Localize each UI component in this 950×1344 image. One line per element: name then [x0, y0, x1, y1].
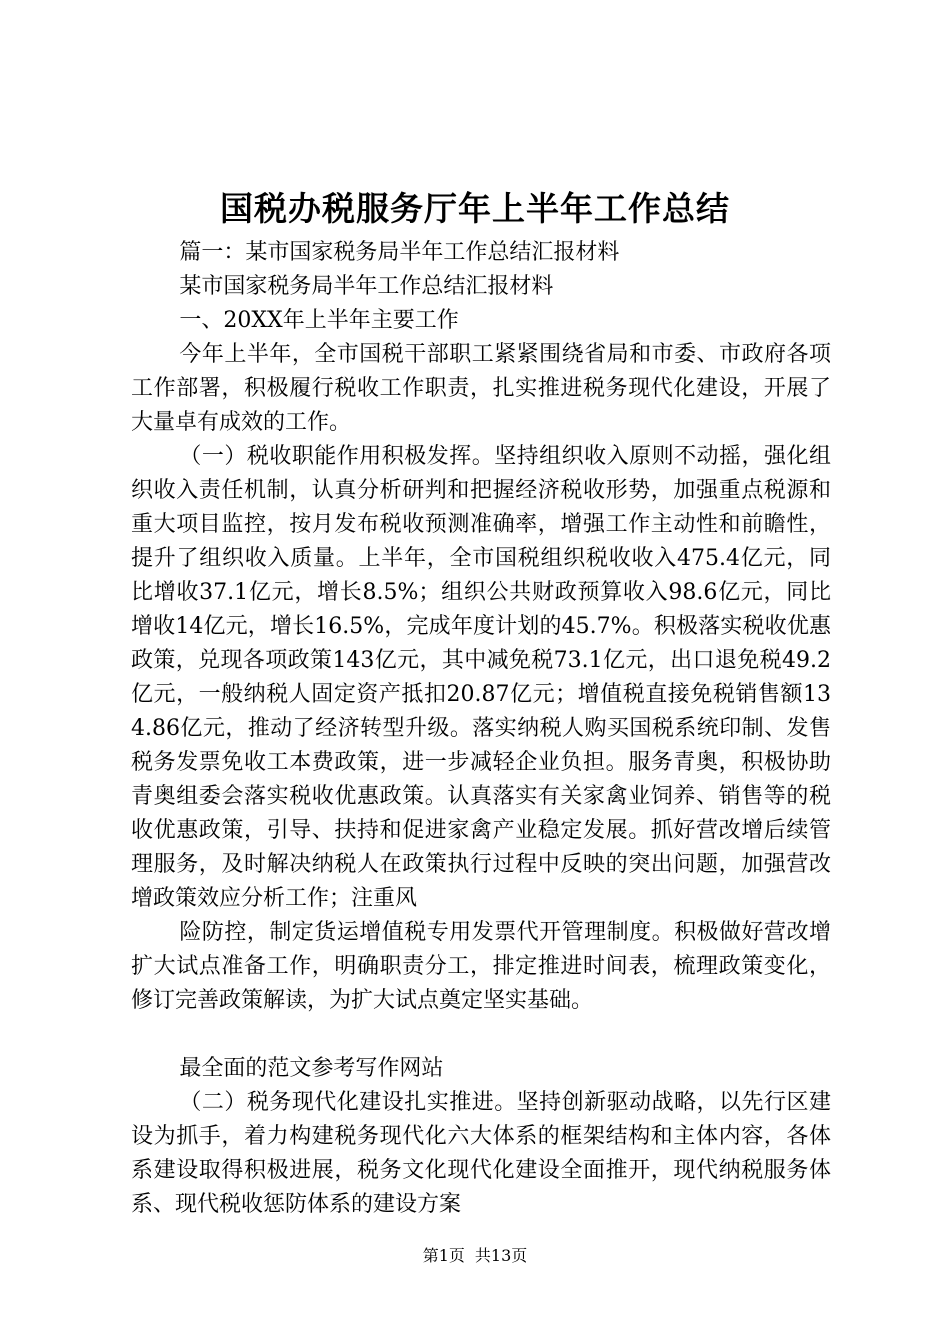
- paragraph-gap: [131, 1018, 831, 1052]
- document-body: [131, 236, 831, 1222]
- paragraph-subtitle: 某市国家税务局半年工作总结汇报材料: [179, 274, 554, 299]
- page-number: 第1页: [422, 1246, 465, 1265]
- paragraph-heading-part1: 篇一：某市国家税务局半年工作总结汇报材料: [179, 240, 620, 265]
- paragraph-item-1-continued: 险防控，制定货运增值税专用发票代开管理制度。积极做好营改增扩大试点准备工作，明确职责分工，排定推进时间表，梳理政策变化，修订完善政策解读，为扩大试点奠定坚实基础。: [131, 920, 831, 1013]
- page-footer: [0, 1246, 950, 1266]
- paragraph-section-heading: 一、20XX年上半年主要工作: [179, 308, 459, 333]
- paragraph-item-2: （二）税务现代化建设扎实推进。坚持创新驱动战略，以先行区建设为抓手，着力构建税务现代化六大体系的框架结构和主体内容，各体系建设取得积极进展，税务文化现代化建设全面推开，现代纳税服务体系、现代税收惩防体系的建设方案: [131, 1090, 831, 1217]
- paragraph-watermark-line: 最全面的范文参考写作网站: [179, 1056, 444, 1081]
- document-title: 国税办税服务厅年上半年工作总结: [220, 189, 730, 228]
- paragraph-item-1: （一）税收职能作用积极发挥。坚持组织收入原则不动摇，强化组织收入责任机制，认真分析研判和把握经济税收形势，加强重点税源和重大项目监控，按月发布税收预测准确率，增强工作主动性和前瞻性，提升了组织收入质量。上半年，全市国税组织税收收入475.4亿元，同比增收37.1亿元，增长8.5%；组织公共财政预算收入98.6亿元，同比增收14亿元，增长16.5%，完成年度计划的45.7%。积极落实税收优惠政策，兑现各项政策143亿元，其中减免税73.1亿元，出口退免税49.2亿元，一般纳税人固定资产抵扣20.87亿元；增值税直接免税销售额134.86亿元，推动了经济转型升级。落实纳税人购买国税系统印制、发售税务发票免收工本费政策，进一步减轻企业负担。服务青奥，积极协助青奥组委会落实税收优惠政策。认真落实有关家禽业饲养、销售等的税收优惠政策，引导、扶持和促进家禽产业稳定发展。抓好营改增后续管理服务，及时解决纳税人在政策执行过程中反映的突出问题，加强营改增政策效应分析工作；注重风: [131, 444, 831, 911]
- paragraph-intro: 今年上半年，全市国税干部职工紧紧围绕省局和市委、市政府各项工作部署，积极履行税收工作职责，扎实推进税务现代化建设，开展了大量卓有成效的工作。: [131, 342, 831, 435]
- page-total: 共13页: [474, 1246, 528, 1265]
